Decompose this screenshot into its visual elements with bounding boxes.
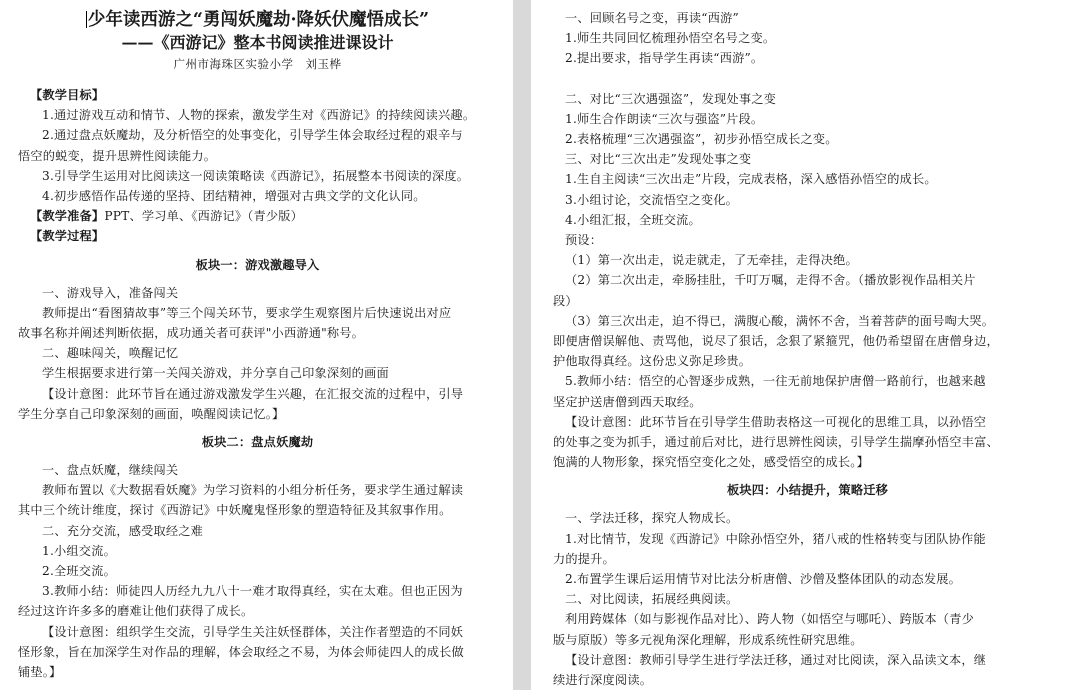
paragraph: 段） (553, 293, 578, 308)
paragraph: （3）第三次出走，迫不得已，满腹心酸，满怀不舍，当着菩萨的面号啕大哭。 (565, 313, 995, 328)
paragraph: 4.小组汇报，全班交流。 (565, 212, 701, 227)
paragraph: 1.师生合作朗读“三次与强盗”片段。 (565, 111, 764, 126)
paragraph: 5.教师小结：悟空的心智逐步成熟，一往无前地保护唐僧一路前行，也越来越 (565, 374, 986, 389)
design-intent: 的处事之变为抓手，通过前后对比，进行思辨性阅读，引导学生揣摩孙悟空丰富、 (553, 435, 999, 450)
paragraph: （1）第一次出走，说走就走，了无牵挂，走得决绝。 (565, 253, 858, 268)
design-intent: 怪形象，旨在加深学生对作品的理解，体会取经之不易，为体会师徒四人的成长做 (18, 644, 464, 659)
paragraph: 1.师生共同回忆梳理孙悟空名号之变。 (565, 31, 776, 46)
paragraph: 即便唐僧误解他、责骂他，说尽了狠话，念狠了紧箍咒，他仍希望留在唐僧身边， (553, 334, 999, 349)
author-line: 广州市海珠区实验小学 刘玉桦 (173, 57, 342, 71)
design-intent: 饱满的人物形象，探究悟空变化之处，感受悟空的成长。】 (553, 455, 869, 470)
text-cursor (86, 11, 87, 28)
paragraph: 故事名称并阐述判断依据，成功通关者可获评"小西游通"称号。 (18, 326, 365, 341)
paragraph: 二、对比阅读，拓展经典阅读。 (565, 592, 739, 607)
paragraph: 三、对比“三次出走”发现处事之变 (565, 152, 752, 167)
document-title: 少年读西游之“勇闯妖魔劫·降妖伏魔悟成长” (87, 10, 430, 30)
process-heading: 【教学过程】 (30, 229, 105, 244)
goal-item: 2.通过盘点妖魔劫，及分析悟空的处事变化，引导学生体会取经过程的艰辛与 (42, 128, 463, 143)
goals-heading: 【教学目标】 (30, 88, 105, 102)
paragraph: 坚定护送唐僧到西天取经。 (553, 394, 702, 409)
prep-heading: 【教学准备】 (30, 209, 105, 224)
paragraph: 2.全班交流。 (42, 564, 116, 579)
paragraph: 力的提升。 (553, 551, 615, 566)
paragraph: 2.表格梳理“三次遇强盗”，初步孙悟空成长之变。 (565, 132, 838, 147)
paragraph: 3.小组讨论，交流悟空之变化。 (565, 192, 739, 207)
paragraph: 一、回顾名号之变，再读“西游” (565, 11, 739, 25)
design-intent: 【设计意图：教师引导学生进行学法迁移，通过对比阅读，深入品读文本，继 (565, 652, 987, 667)
paragraph: 版与原版）等多元视角深化理解，形成系统性研究思维。 (553, 632, 863, 647)
paragraph: （2）第二次出走，牵肠挂肚，千叮万嘱，走得不舍。（播放影视作品相关片 (565, 273, 976, 288)
paragraph: 2.提出要求，指导学生再读“西游”。 (565, 51, 764, 66)
design-intent: 学生分享自己印象深刻的画面，唤醒阅读记忆。】 (18, 406, 285, 421)
goal-item: 3.引导学生运用对比阅读这一阅读策略读《西游记》，拓展整本书阅读的深度。 (42, 168, 470, 183)
prep-line (18, 206, 497, 226)
section-title-2: 板块二：盘点妖魔劫 (201, 435, 314, 450)
paragraph: 一、盘点妖魔，继续闯关 (42, 463, 179, 478)
design-intent: 【设计意图：此环节旨在通过游戏激发学生兴趣，在汇报交流的过程中，引导 (42, 386, 464, 401)
paragraph: 二、对比“三次遇强盗”，发现处事之变 (565, 91, 777, 106)
paragraph: 预设： (565, 233, 603, 248)
paragraph: 2.布置学生课后运用情节对比法分析唐僧、沙僧及整体团队的动态发展。 (565, 572, 962, 587)
paragraph: 二、趣味闯关，唤醒记忆 (42, 346, 179, 361)
document-page-left (0, 0, 513, 690)
goal-item: 4.初步感悟作品传递的坚持、团结精神，增强对古典文学的文化认同。 (42, 189, 426, 204)
paragraph: 经过这许许多多的磨难让他们获得了成长。 (18, 604, 254, 619)
paragraph: 教师布置以《大数据看妖魔》为学习资料的小组分析任务，要求学生通过解读 (42, 483, 464, 498)
paragraph: 护他取得真经。这份忠义弥足珍贵。 (553, 354, 752, 369)
design-intent: 续进行深度阅读。 (553, 673, 653, 688)
design-intent: 【设计意图：此环节旨在引导学生借助表格这一可视化的思维工具，以孙悟空 (565, 414, 987, 429)
goal-item: 1.通过游戏互动和情节、人物的探索，激发学生对《西游记》的持续阅读兴趣。 (42, 108, 476, 123)
document-subtitle: ——《西游记》整本书阅读推进课设计 (121, 33, 394, 52)
prep-text: PPT、学习单、《西游记》（青少版） (104, 209, 304, 224)
paragraph: 1.小组交流。 (42, 543, 116, 558)
section-title-1: 板块一：游戏激趣导入 (195, 257, 320, 272)
paragraph: 1.对比情节，发现《西游记》中除孙悟空外，猪八戒的性格转变与团队协作能 (565, 531, 986, 546)
paragraph: 利用跨媒体（如与影视作品对比）、跨人物（如悟空与哪吒）、跨版本（青少 (565, 612, 974, 627)
section-title-4: 板块四：小结提升，策略迁移 (726, 483, 889, 498)
document-page-right (531, 0, 1080, 690)
design-intent: 【设计意图：组织学生交流，引导学生关注妖怪群体，关注作者塑造的不同妖 (42, 624, 464, 639)
paragraph: 二、充分交流，感受取经之难 (42, 523, 204, 538)
paragraph: 学生根据要求进行第一关闯关游戏，并分享自己印象深刻的画面 (42, 366, 389, 381)
paragraph: 3.教师小结：师徒四人历经九九八十一难才取得真经，实在太难。但也正因为 (42, 584, 463, 599)
paragraph: 1.生自主阅读“三次出走”片段，完成表格，深入感悟孙悟空的成长。 (565, 172, 937, 187)
paragraph: 一、学法迁移，探究人物成长。 (565, 511, 739, 526)
paragraph: 其中三个统计维度，探讨《西游记》中妖魔鬼怪形象的塑造特征及其叙事作用。 (18, 503, 452, 518)
paragraph: 教师提出“看图猜故事”等三个闯关环节，要求学生观察图片后快速说出对应 (42, 305, 452, 320)
goal-item-cont: 悟空的蜕变，提升思辨性阅读能力。 (18, 148, 217, 163)
design-intent: 铺垫。】 (18, 665, 62, 680)
paragraph: 一、游戏导入，准备闯关 (42, 285, 179, 300)
